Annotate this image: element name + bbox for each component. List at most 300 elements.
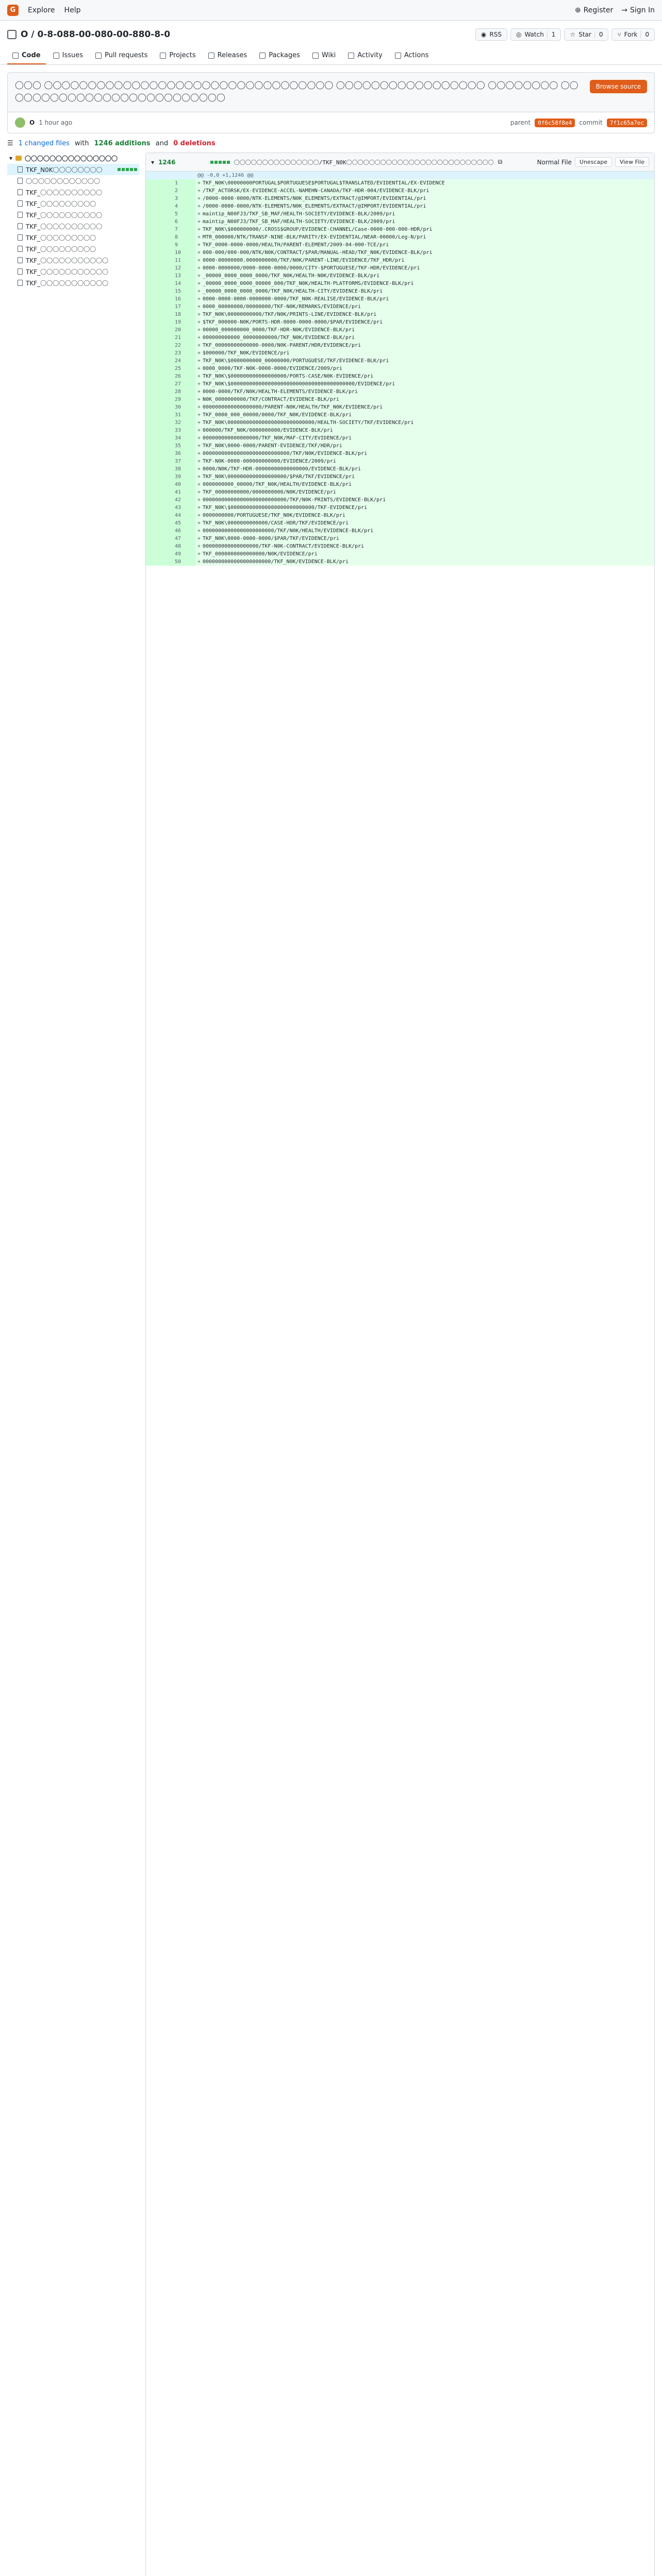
diff-line [146, 311, 654, 318]
line-content: _00000_0000_0000_00000_000/TKF_N0K/HEALTH-PLATFORMS/EVIDENCE-BLK/pri [203, 281, 414, 286]
chevron-down-icon: ▾ [9, 155, 13, 162]
diff-code [146, 172, 654, 2576]
line-content: 000000000000000000/TKF-N0K-CONTRACT/EVIDENCE-BLK/pri [203, 544, 365, 549]
line-content: TKF_0000000000000000/N0K/EVIDENCE/pri [203, 551, 318, 557]
avatar[interactable] [15, 117, 25, 128]
diff-line [146, 550, 654, 558]
old-line-number [146, 372, 175, 380]
additions-count: 1246 additions [94, 140, 151, 147]
plus-marker: + [197, 250, 201, 256]
rss-icon: ◉ [481, 31, 487, 38]
line-content: MTR_000000/NTK/TRANSF-NINE-BLK/PARITY/EX-EVIDENTIAL/NEAR-00000/Leg-N/pri [203, 234, 426, 240]
parent-sha[interactable]: 0f6c58f8e4 [535, 118, 575, 127]
old-line-number [146, 179, 175, 187]
new-line-number[interactable]: 29 [175, 396, 195, 403]
diff-line [146, 202, 654, 210]
diff-line [146, 427, 654, 434]
file-icon [18, 268, 23, 275]
line-content: 0000000000000000000000/TKF_N0K/EVIDENCE-BLK/pri [203, 559, 349, 565]
old-line-number [146, 342, 175, 349]
new-line-number[interactable]: 20 [175, 326, 195, 334]
old-line-number [146, 326, 175, 334]
tab-pull-requests[interactable]: Pull requests [90, 47, 153, 64]
plus-marker: + [197, 435, 201, 441]
new-line-number[interactable]: 42 [175, 496, 195, 504]
collapse-chevron-icon[interactable]: ▾ [151, 158, 155, 166]
tab-packages[interactable]: Packages [254, 47, 305, 64]
old-line-number [146, 311, 175, 318]
plus-marker: + [197, 374, 201, 379]
diff-stat-bar [118, 168, 137, 171]
hunk-header: @@ -0,0 +1,1246 @@ [146, 172, 654, 179]
new-line-number[interactable]: 25 [175, 365, 195, 372]
plus-marker: + [197, 551, 201, 557]
new-line-number[interactable]: 13 [175, 272, 195, 280]
new-line-number[interactable]: 31 [175, 411, 195, 419]
plus-marker: + [197, 381, 201, 387]
diff-file [145, 152, 655, 2576]
new-line-number[interactable]: 47 [175, 535, 195, 543]
diff-line [146, 303, 654, 311]
old-line-number [146, 303, 175, 311]
star-button[interactable]: ☆ Star 0 [564, 28, 608, 41]
tab-activity[interactable]: Activity [343, 47, 388, 64]
diff-stats-icon: ☰ [7, 140, 13, 147]
plus-marker: + [197, 211, 201, 217]
line-content: TKF_00000000000000-0000/N0K-PARENT/HDR/EVIDENCE/pri [203, 343, 361, 348]
new-line-number[interactable]: 11 [175, 257, 195, 264]
diff-line [146, 488, 654, 496]
diff-file-header [146, 153, 654, 172]
line-content: 000000000000000000000000000/TKF/N0K-PRINTS/EVIDENCE-BLK/pri [203, 497, 386, 503]
plus-marker: + [197, 443, 201, 449]
diff-filename[interactable]: 〇〇〇〇〇〇〇〇〇〇〇〇〇〇〇/TKF_N0K〇〇〇〇〇〇〇〇〇〇〇〇〇〇〇〇〇〇〇〇〇〇〇〇〇〇 [234, 159, 494, 166]
new-line-number[interactable]: 32 [175, 419, 195, 427]
new-line-number[interactable]: 18 [175, 311, 195, 318]
new-line-number[interactable]: 15 [175, 287, 195, 295]
file-icon [18, 200, 23, 207]
old-line-number [146, 233, 175, 241]
old-line-number [146, 380, 175, 388]
commit-author[interactable]: O [29, 119, 35, 126]
nav-help[interactable]: Help [64, 6, 81, 14]
view-file-button[interactable]: View File [615, 157, 649, 167]
new-line-number[interactable]: 45 [175, 519, 195, 527]
diff-line [146, 388, 654, 396]
file-icon [18, 223, 23, 229]
old-line-number [146, 195, 175, 202]
new-line-number[interactable]: 14 [175, 280, 195, 287]
new-line-number[interactable]: 30 [175, 403, 195, 411]
signin-icon: → [621, 6, 627, 14]
line-content: 000000/TKF_N0K/0000000000/EVIDENCE-BLK/pri [203, 428, 333, 433]
diff-line [146, 249, 654, 257]
diff-line [146, 543, 654, 550]
diff-line [146, 334, 654, 342]
plus-marker: + [197, 451, 201, 456]
tree-file[interactable]: TKF_〇〇〇〇〇〇〇〇〇〇 [7, 221, 139, 232]
line-content: 000000000000_00000000000/TKF_N0K/EVIDENCE-BLK/pri [203, 335, 355, 341]
plus-marker: + [197, 196, 201, 201]
line-content: 0000000000000000000000000000/TKF/N0K/EVIDENCE-BLK/pri [203, 451, 368, 456]
tab-releases[interactable]: Releases [203, 47, 253, 64]
tree-file[interactable]: TKF_〇〇〇〇〇〇〇〇〇〇 [7, 187, 139, 198]
diff-line [146, 504, 654, 512]
line-content: TKF_N0K\$000000000000000000/PORTS-CASE/N0K-EVIDENCE/pri [203, 374, 374, 379]
diff-line [146, 481, 654, 488]
new-line-number[interactable]: 48 [175, 543, 195, 550]
commit-time: 1 hour ago [39, 119, 73, 126]
commit-label: commit [579, 119, 603, 126]
commit-box [7, 72, 655, 133]
new-line-number[interactable]: 44 [175, 512, 195, 519]
parent-label: parent [510, 119, 531, 126]
plus-marker: + [197, 180, 201, 186]
line-content: 00000_000000000_0000/TKF-HDR-N0K/EVIDENCE-BLK/pri [203, 327, 355, 333]
tree-file[interactable]: TKF_〇〇〇〇〇〇〇〇〇〇〇 [7, 277, 139, 289]
tree-file[interactable]: TKF_〇〇〇〇〇〇〇〇〇 [7, 232, 139, 243]
fork-button[interactable]: ⑂ Fork 0 [611, 28, 655, 41]
new-line-number[interactable]: 6 [175, 218, 195, 226]
diff-line [146, 457, 654, 465]
diff-line [146, 411, 654, 419]
nav-explore[interactable]: Explore [28, 6, 55, 14]
file-type-label: Normal File [537, 158, 572, 166]
new-line-number[interactable]: 22 [175, 342, 195, 349]
file-additions-count: 1246 [158, 158, 176, 166]
diff-line [146, 396, 654, 403]
old-line-number [146, 257, 175, 264]
line-content: maintip_N00FJ3/TKF_SB_MAF/HEALTH-SOCIETY/EVIDENCE-BLK/2009/pri [203, 211, 395, 217]
old-line-number [146, 365, 175, 372]
diff-line [146, 419, 654, 427]
old-line-number [146, 403, 175, 411]
diff-line [146, 257, 654, 264]
new-line-number[interactable]: 17 [175, 303, 195, 311]
plus-marker: + [197, 319, 201, 325]
old-line-number [146, 210, 175, 218]
line-content: /0000-0000-0000/NTK-ELEMENTS/N0K_ELEMENTS/EXTRACT/@IMPORT/EVIDENTIAL/pri [203, 196, 426, 201]
diff-line [146, 318, 654, 326]
line-content: 0000-00000000.0000000000/TKF/N0K/PARENT-LINE/EVIDENCE/TKF_HDR/pri [203, 258, 405, 263]
copy-icon[interactable]: ⧉ [498, 158, 503, 165]
diff-line [146, 210, 654, 218]
new-line-number[interactable]: 39 [175, 473, 195, 481]
new-line-number[interactable]: 24 [175, 357, 195, 365]
issue-icon [53, 53, 59, 59]
line-content: TKF-N0K-0000-000000000000/EVIDENCE/2009/pri [203, 459, 336, 464]
new-line-number[interactable]: 36 [175, 450, 195, 457]
plus-marker: + [197, 459, 201, 464]
register-link[interactable]: ⊕ Register [574, 6, 614, 14]
new-line-number[interactable]: 16 [175, 295, 195, 303]
diff-line [146, 519, 654, 527]
diff-line [146, 450, 654, 457]
new-line-number[interactable]: 41 [175, 488, 195, 496]
line-content: 0000/N0K/TKF-HDR-00000000000000000/EVIDENCE-BLK/pri [203, 466, 361, 472]
play-icon [395, 53, 401, 59]
plus-marker: + [197, 536, 201, 541]
tag-icon [208, 53, 214, 59]
tree-file[interactable]: TKF_〇〇〇〇〇〇〇〇〇〇〇 [7, 255, 139, 266]
commit-title: 〇〇〇 〇〇〇〇〇〇〇〇〇〇〇〇〇〇〇〇〇〇〇〇〇〇〇〇〇〇〇〇〇〇〇〇〇 〇〇〇〇〇〇〇〇〇〇〇〇〇〇〇〇〇 〇〇〇〇〇〇〇〇 〇〇〇〇〇〇〇〇〇〇〇〇〇〇〇〇〇〇〇〇〇〇〇〇〇〇 [15, 81, 578, 104]
line-content: TKF_0000-0000-0000/HEALTH/PARENT-ELEMENT/2009-04-000-TCE/pri [203, 242, 389, 248]
file-icon [18, 166, 23, 173]
new-line-number[interactable]: 37 [175, 457, 195, 465]
new-line-number[interactable]: 49 [175, 550, 195, 558]
new-line-number[interactable]: 26 [175, 372, 195, 380]
old-line-number [146, 442, 175, 450]
changed-files-count[interactable]: 1 changed files [18, 140, 70, 147]
line-content: maintip_N00FJ3/TKF_SB_MAF/HEALTH-SOCIETY/EVIDENCE-BLK/2009/pri [203, 219, 395, 225]
deletions-count: 0 deletions [173, 140, 216, 147]
diff-line [146, 473, 654, 481]
line-content: TKF_N0K\0000-0000/PARENT-EVIDENCE/TKF/HDR/pri [203, 443, 342, 449]
tree-folder[interactable]: ▾ 〇〇〇〇〇〇〇〇〇〇〇〇〇〇〇 [9, 155, 118, 162]
line-content: 0000_0000/TKF-N0K-0000-0000/EVIDENCE/2009/pri [203, 366, 342, 371]
old-line-number [146, 357, 175, 365]
diff-line [146, 226, 654, 233]
plus-marker: + [197, 273, 201, 279]
tab-projects[interactable]: Projects [155, 47, 201, 64]
diff-line [146, 287, 654, 295]
plus-marker: + [197, 234, 201, 240]
line-content: 0000-0000/TKF/N0K/HEALTH-ELEMENTS/EVIDENCE-BLK/pri [203, 389, 358, 395]
tree-file[interactable]: TKF_〇〇〇〇〇〇〇〇〇 [7, 243, 139, 255]
tab-actions[interactable]: Actions [390, 47, 434, 64]
diff-line [146, 241, 654, 249]
diff-line [146, 218, 654, 226]
new-line-number[interactable]: 43 [175, 504, 195, 512]
line-content: 0000_00000000/00000000/TKF-N0K/REMARKS/EVIDENCE/pri [203, 304, 361, 310]
signin-link[interactable]: → Sign In [621, 6, 655, 14]
folder-icon [15, 156, 22, 161]
new-line-number[interactable]: 19 [175, 318, 195, 326]
diff-line [146, 357, 654, 365]
plus-marker: + [197, 265, 201, 271]
old-line-number [146, 280, 175, 287]
book-icon [312, 53, 319, 59]
new-line-number[interactable]: 2 [175, 187, 195, 195]
diff-line [146, 380, 654, 388]
diff-line [146, 349, 654, 357]
fork-icon: ⑂ [617, 31, 621, 38]
old-line-number [146, 226, 175, 233]
file-icon [18, 246, 23, 252]
plus-marker: + [197, 289, 201, 294]
site-logo-icon[interactable]: G [7, 5, 19, 16]
diff-lines [146, 179, 654, 2576]
repo-title[interactable]: O / 0-8-088-00-080-00-880-8-0 [21, 29, 171, 40]
plus-marker: + [197, 489, 201, 495]
package-icon [259, 53, 266, 59]
line-content: 000000000000000000/TKF_N0K/MAF-CITY/EVIDENCE/pri [203, 435, 352, 441]
plus-marker: + [197, 350, 201, 356]
diff-line [146, 527, 654, 535]
old-line-number [146, 272, 175, 280]
line-content: 0000000000_00000/TKF_N0K/HEALTH/EVIDENCE-BLK/pri [203, 482, 352, 487]
line-content: 000-000/000-000/NTK/N0K/CONTRACT/$PAR/MANUAL-HEAD/TKF_N0K/EVIDENCE-BLK/pri [203, 250, 433, 256]
plus-marker: + [197, 281, 201, 286]
new-line-number[interactable]: 21 [175, 334, 195, 342]
old-line-number [146, 512, 175, 519]
line-content: $000000/TKF_N0K/EVIDENCE/pri [203, 350, 290, 356]
commit-sha[interactable]: 7f1c65a7ec [607, 118, 647, 127]
old-line-number [146, 427, 175, 434]
plus-marker: + [197, 420, 201, 426]
line-content: /0000-0000-0000/NTK-ELEMENTS/N0K_ELEMENTS/EXTRACT/@IMPORT/EVIDENTIAL/pri [203, 204, 426, 209]
diff-line [146, 365, 654, 372]
plus-marker: + [197, 358, 201, 364]
new-line-number[interactable]: 40 [175, 481, 195, 488]
plus-marker: + [197, 258, 201, 263]
old-line-number [146, 295, 175, 303]
diff-line [146, 195, 654, 202]
diff-line [146, 535, 654, 543]
new-line-number[interactable]: 7 [175, 226, 195, 233]
star-icon: ☆ [570, 31, 576, 38]
old-line-number [146, 202, 175, 210]
diff-line [146, 558, 654, 566]
old-line-number [146, 558, 175, 566]
new-line-number[interactable]: 5 [175, 210, 195, 218]
old-line-number [146, 218, 175, 226]
plus-marker: + [197, 366, 201, 371]
old-line-number [146, 535, 175, 543]
tree-file[interactable]: TKF_〇〇〇〇〇〇〇〇〇〇〇 [7, 266, 139, 277]
diff-line [146, 272, 654, 280]
line-content: _00000_0000_0000_0000/TKF_N0K/HEALTH-N0K/EVIDENCE-BLK/pri [203, 273, 380, 279]
line-content: TKF_0000_000_00000/0000/TKF_N0K/EVIDENCE-BLK/pri [203, 412, 352, 418]
tab-issues[interactable]: Issues [48, 47, 88, 64]
old-line-number [146, 543, 175, 550]
plus-marker: + [197, 497, 201, 503]
new-line-number[interactable]: 1 [175, 179, 195, 187]
new-line-number[interactable]: 46 [175, 527, 195, 535]
line-content: TKF_N0K\$000000000/.CROSS$GROUP/EVIDENCE-CHANNEL/Case-0000-000-000-HDR/pri [203, 227, 433, 232]
line-content: 0000-0000000/0000-0000-0000/0000/CITY-$PORTUGUESE/TKF-HDR/EVIDENCE/pri [203, 265, 420, 271]
rss-button[interactable]: ◉ RSS [475, 28, 507, 41]
line-content: TKF_N0K\0000000000000000000000000000/HEALTH-SOCIETY/TKF/EVIDENCE/pri [203, 420, 414, 426]
tree-file[interactable]: 〇〇〇〇〇〇〇〇〇〇〇〇 [7, 175, 139, 187]
plus-marker: + [197, 227, 201, 232]
tab-wiki[interactable]: Wiki [307, 47, 341, 64]
new-line-number[interactable]: 23 [175, 349, 195, 357]
new-line-number[interactable]: 9 [175, 241, 195, 249]
plus-marker: + [197, 528, 201, 534]
old-line-number [146, 457, 175, 465]
new-line-number[interactable]: 50 [175, 558, 195, 566]
new-line-number[interactable]: 28 [175, 388, 195, 396]
line-content: _00000_0000_0000_0000/TKF_N0K/HEALTH-CITY/EVIDENCE-BLK/pri [203, 289, 383, 294]
tree-file[interactable]: TKF_N0K〇〇〇〇〇〇〇〇 [7, 164, 139, 175]
plus-marker: + [197, 397, 201, 402]
old-line-number [146, 527, 175, 535]
new-line-number[interactable]: 3 [175, 195, 195, 202]
old-line-number [146, 419, 175, 427]
old-line-number [146, 411, 175, 419]
plus-marker: + [197, 327, 201, 333]
plus-marker: + [197, 312, 201, 317]
plus-marker: + [197, 389, 201, 395]
diff-stat-bar [210, 161, 230, 164]
line-content: TKF_N0K\0000000000000000000/$PAR/TKF/EVIDENCE/pri [203, 474, 355, 480]
pull-request-icon [95, 53, 102, 59]
diff-line [146, 434, 654, 442]
plus-marker: + [197, 544, 201, 549]
unescape-button[interactable]: Unescape [575, 157, 612, 167]
diff-line [146, 326, 654, 334]
repo-header [0, 21, 662, 65]
old-line-number [146, 249, 175, 257]
file-icon [18, 178, 23, 184]
file-icon [18, 280, 23, 286]
pulse-icon [348, 53, 354, 59]
line-content: TKF_00000000000/0000000000/N0K/EVIDENCE/pri [203, 489, 336, 495]
old-line-number [146, 349, 175, 357]
tree-file[interactable]: TKF_〇〇〇〇〇〇〇〇〇 [7, 198, 139, 209]
new-line-number[interactable]: 10 [175, 249, 195, 257]
line-content: N0K_0000000000/TKF/CONTRACT/EVIDENCE-BLK/pri [203, 397, 339, 402]
plus-marker: + [197, 404, 201, 410]
plus-marker: + [197, 304, 201, 310]
new-line-number[interactable]: 12 [175, 264, 195, 272]
tab-code[interactable]: Code [7, 47, 46, 64]
line-content: TKF_N0K\00000000PORTUGAL$PORTUGUESE$PORTUGAL$TRANSLATED/EVIDENTIAL/EX-EVIDENCE [203, 180, 445, 186]
browse-source-button[interactable]: Browse source [590, 80, 647, 93]
file-icon [18, 234, 23, 241]
new-line-number[interactable]: 38 [175, 465, 195, 473]
plus-marker: + [197, 482, 201, 487]
line-content: TKF_N0K\00000000000/TKF/N0K/PRINTS-LINE/EVIDENCE-BLK/pri [203, 312, 377, 317]
new-line-number[interactable]: 33 [175, 427, 195, 434]
old-line-number [146, 187, 175, 195]
line-content: TKF_N0K\$0000000000000000000000000000000000000000/EVIDENCE/pri [203, 381, 395, 387]
plus-marker: + [197, 505, 201, 511]
old-line-number [146, 519, 175, 527]
tree-file[interactable]: TKF_〇〇〇〇〇〇〇〇〇〇 [7, 209, 139, 221]
line-content: 0000-0000-0000-0000000-0000/TKF_N0K-REALISE/EVIDENCE-BLK/pri [203, 296, 389, 302]
new-line-number[interactable]: 4 [175, 202, 195, 210]
new-line-number[interactable]: 35 [175, 442, 195, 450]
plus-marker: + [197, 520, 201, 526]
new-line-number[interactable]: 34 [175, 434, 195, 442]
project-icon [160, 53, 166, 59]
old-line-number [146, 550, 175, 558]
old-line-number [146, 450, 175, 457]
watch-button[interactable]: ◎ Watch 1 [510, 28, 561, 41]
line-content: TKF_N0K\$0000000000_00000000/PORTUGUESE/TKF/EVIDENCE-BLK/pri [203, 358, 389, 364]
diff-line [146, 295, 654, 303]
line-content: TKF_N0K\0000-0000-0000/$PAR/TKF/EVIDENCE/pri [203, 536, 339, 541]
diff-line [146, 372, 654, 380]
line-content: $TKF_000000-N0K/PORTS-HDR-0000-0000-0000/$PAR/EVIDENCE/pri [203, 319, 383, 325]
new-line-number[interactable]: 8 [175, 233, 195, 241]
old-line-number [146, 465, 175, 473]
diff-line [146, 187, 654, 195]
register-icon: ⊕ [574, 6, 581, 14]
diff-line [146, 233, 654, 241]
plus-marker: + [197, 466, 201, 472]
old-line-number [146, 334, 175, 342]
new-line-number[interactable]: 27 [175, 380, 195, 388]
plus-marker: + [197, 513, 201, 518]
eye-icon: ◎ [516, 31, 522, 38]
line-content: TKF_N0K\0000000000000/CASE-HDR/TKF/EVIDENCE/pri [203, 520, 349, 526]
line-content: TKF_N0K\$000000000000000000000000000/TKF-EVIDENCE/pri [203, 505, 368, 511]
diff-line [146, 512, 654, 519]
plus-marker: + [197, 204, 201, 209]
